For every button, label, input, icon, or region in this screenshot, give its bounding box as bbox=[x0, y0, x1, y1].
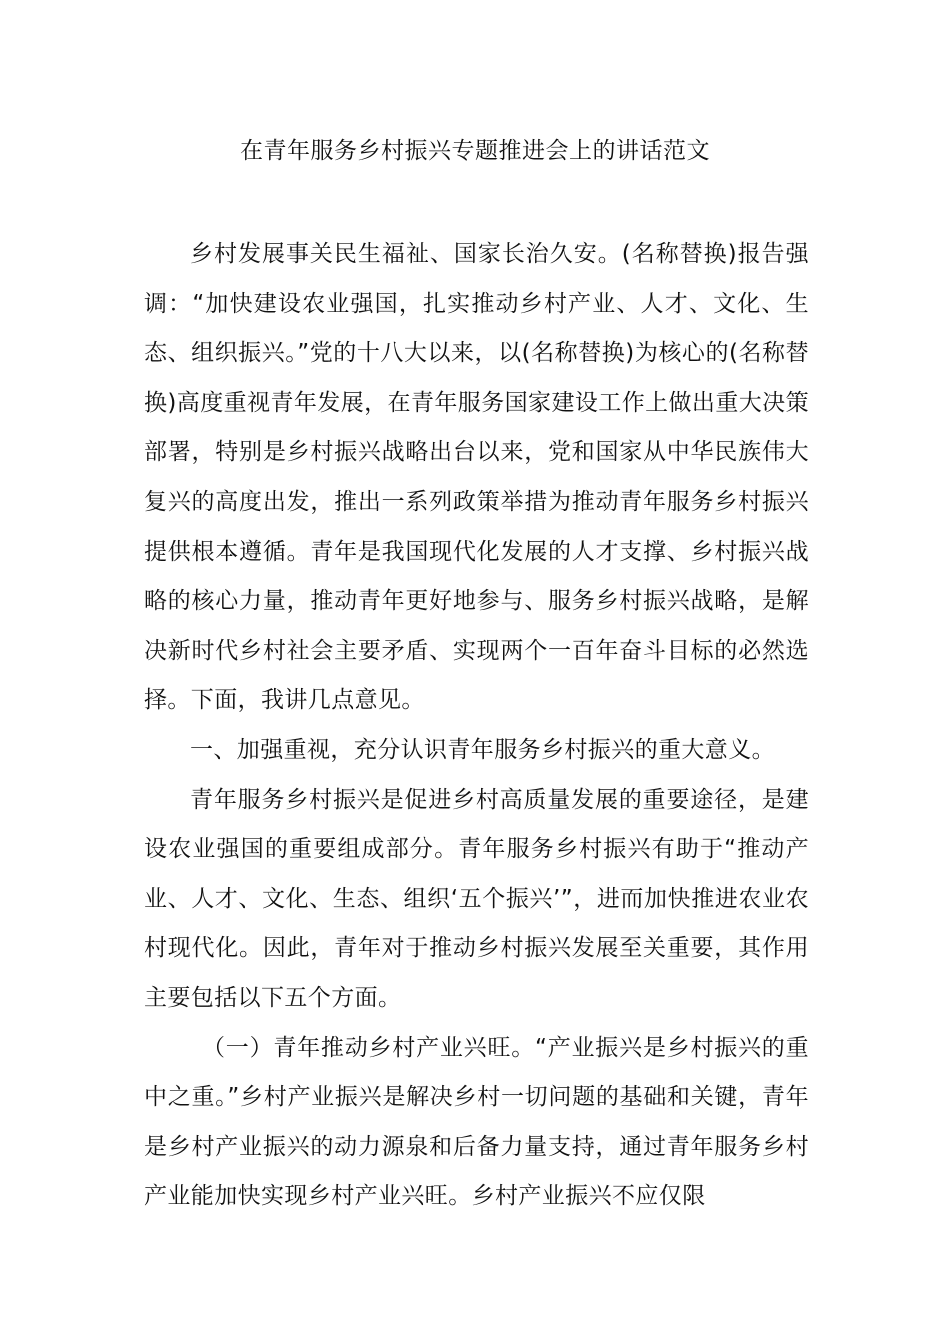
document-body bbox=[144, 230, 809, 1222]
document-title: 在青年服务乡村振兴专题推进会上的讲话范文 bbox=[240, 138, 710, 164]
section-1-paragraph: 青年服务乡村振兴是促进乡村高质量发展的重要途径，是建设农业强国的重要组成部分。青年服务乡村振兴有助于“推动产业、人才、文化、生态、组织‘五个振兴’”，进而加快推进农业农村现代化。因此，青年对于推动乡村振兴发展至关重要，其作用主要包括以下五个方面。 bbox=[144, 786, 809, 1011]
section-heading-1: 一、加强重视，充分认识青年服务乡村振兴的重大意义。 bbox=[190, 736, 775, 763]
subsection-1-paragraph: （一）青年推动乡村产业兴旺。“产业振兴是乡村振兴的重中之重。”乡村产业振兴是解决乡村一切问题的基础和关键，青年是乡村产业振兴的动力源泉和后备力量支持，通过青年服务乡村产业能加快实现乡村产业兴旺。乡村产业振兴不应仅限 bbox=[144, 1034, 809, 1210]
intro-paragraph: 乡村发展事关民生福祉、国家长治久安。(名称替换)报告强调：“加快建设农业强国，扎实推动乡村产业、人才、文化、生态、组织振兴。”党的十八大以来，以(名称替换)为核心的(名称替换)高度重视青年发展，在青年服务国家建设工作上做出重大决策部署，特别是乡村振兴战略出台以来，党和国家从中华民族伟大复兴的高度出发，推出一系列政策举措为推动青年服务乡村振兴提供根本遵循。青年是我国现代化发展的人才支撑、乡村振兴战略的核心力量，推动青年更好地参与、服务乡村振兴战略，是解决新时代乡村社会主要矛盾、实现两个一百年奋斗目标的必然选择。下面，我讲几点意见。 bbox=[144, 241, 809, 714]
